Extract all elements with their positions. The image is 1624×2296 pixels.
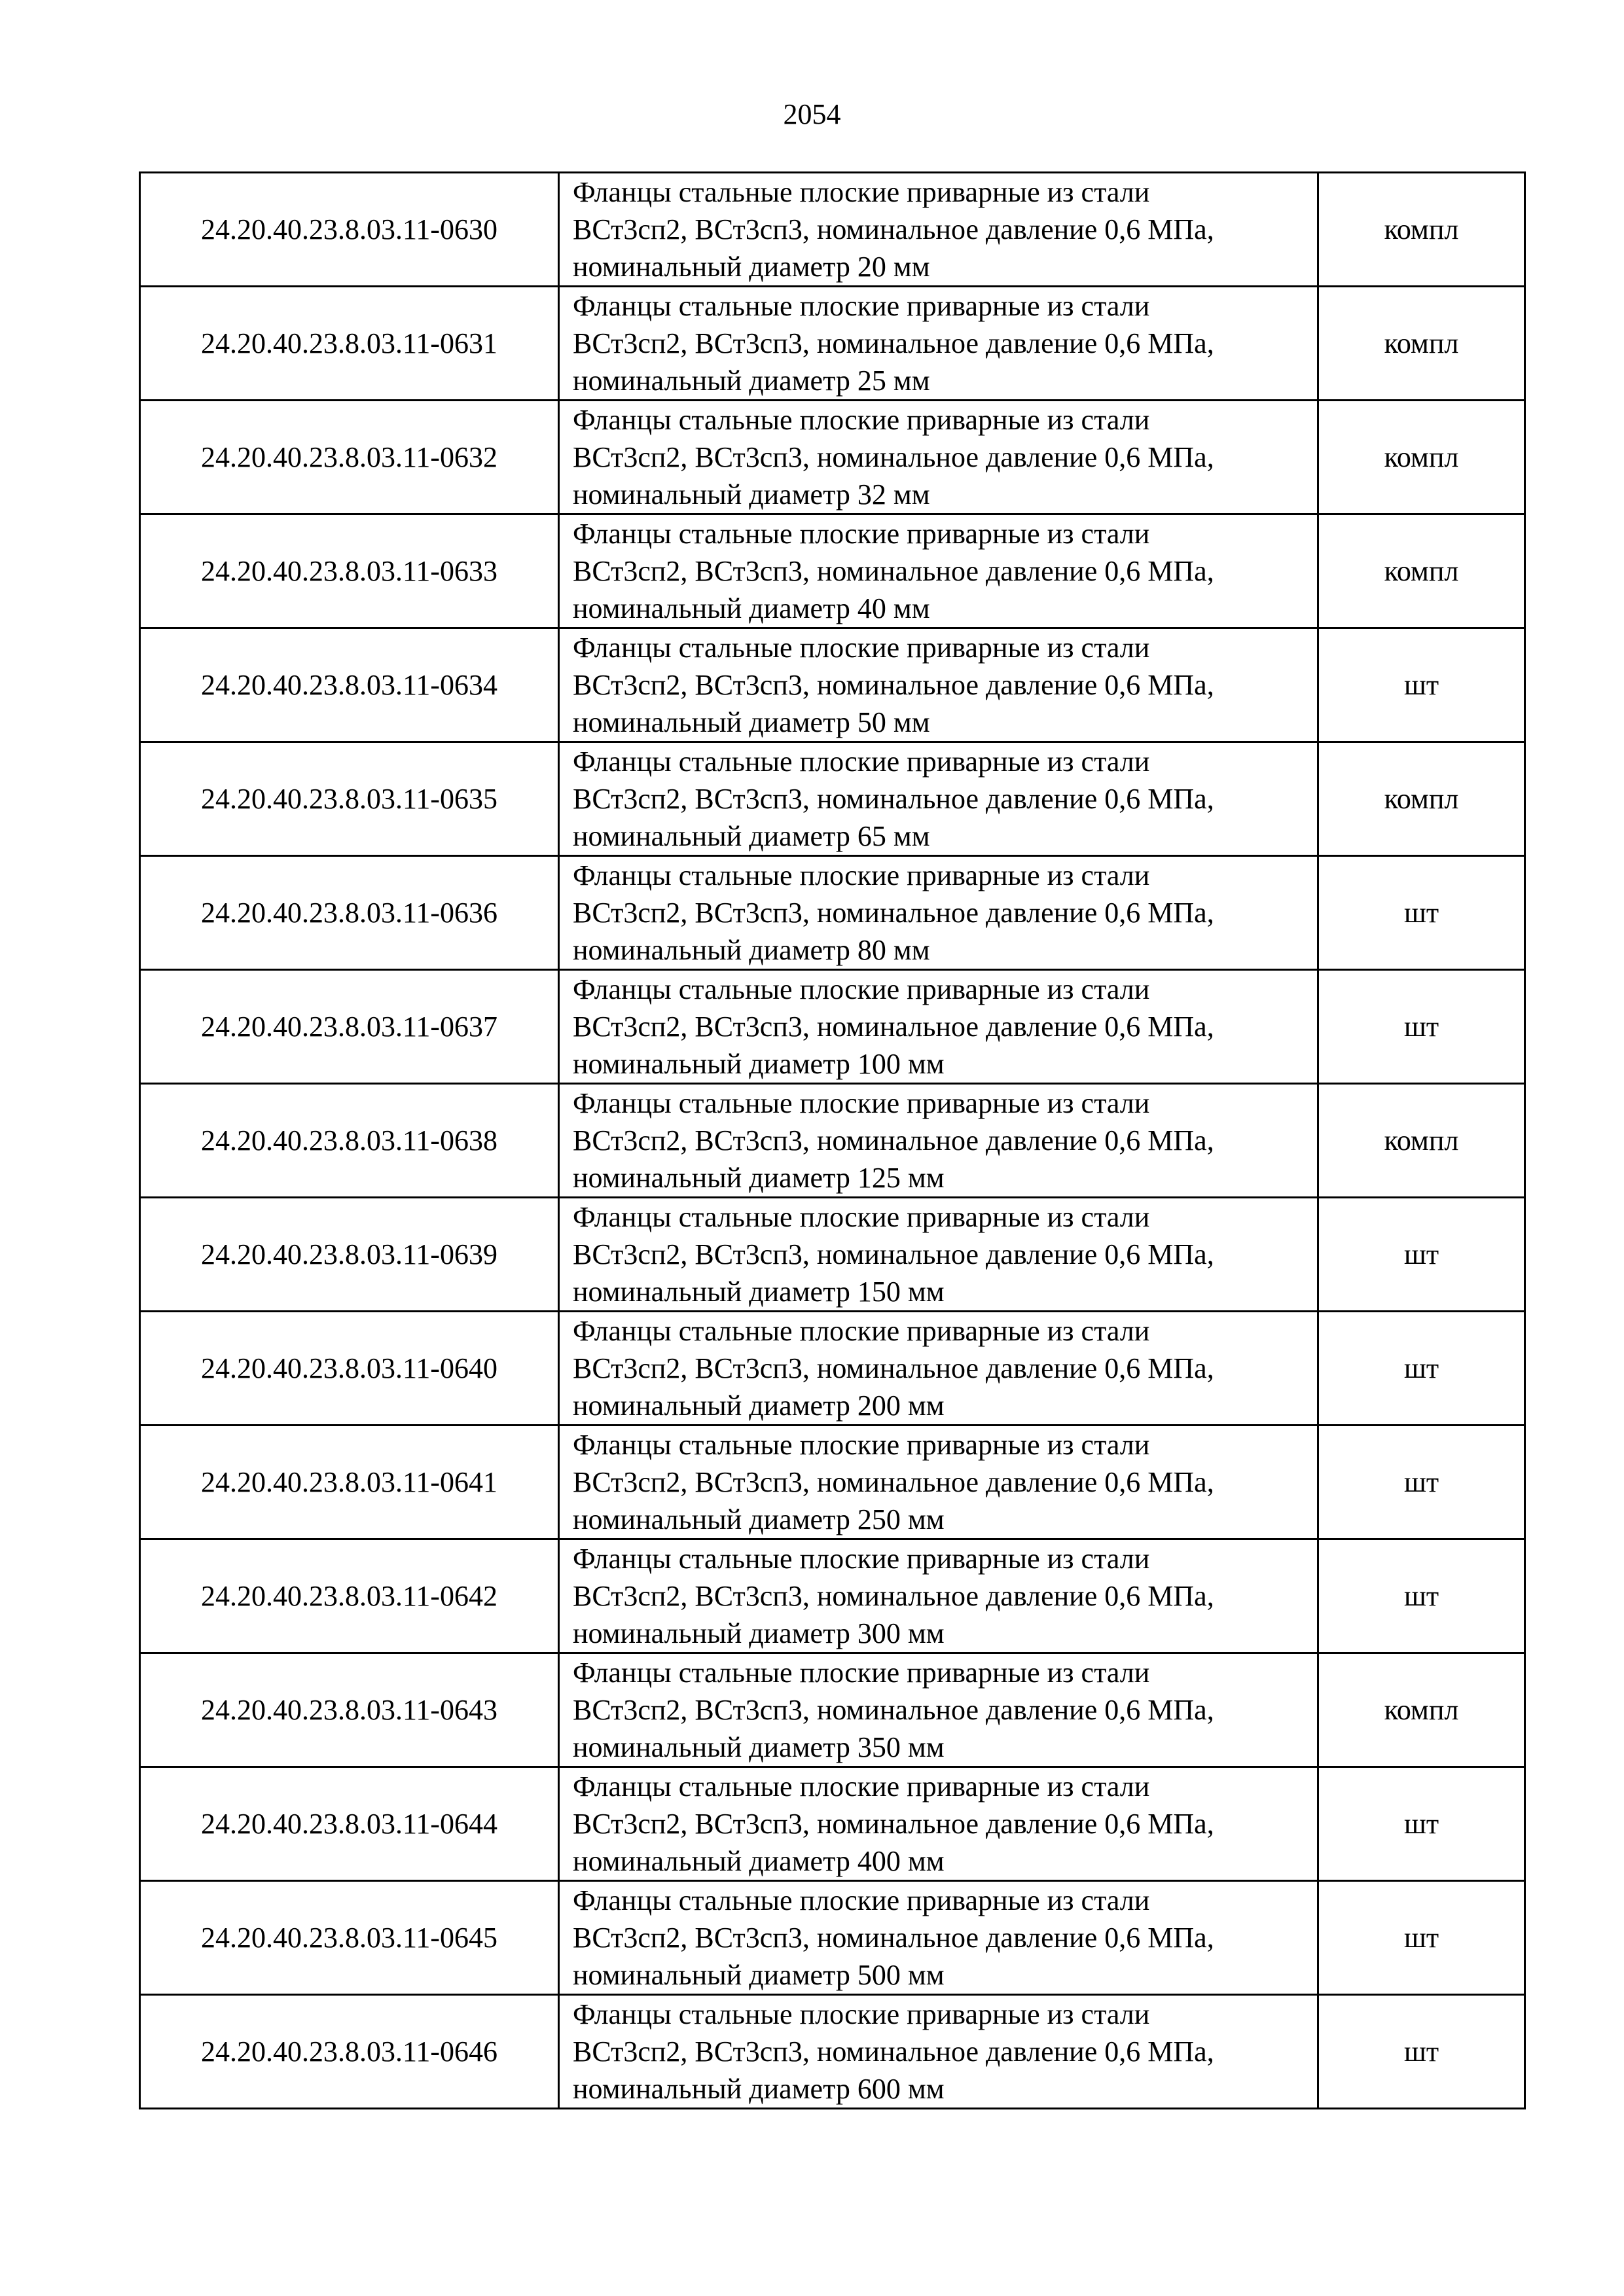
table-row	[140, 1881, 1525, 1995]
resource-code-cell: 24.20.40.23.8.03.11-0632	[140, 401, 559, 514]
table-row	[140, 1426, 1525, 1539]
description-cell	[559, 401, 1318, 514]
unit-cell: шт	[1318, 1995, 1525, 2109]
resource-code-cell: 24.20.40.23.8.03.11-0635	[140, 742, 559, 856]
description-line: ВСт3сп2, ВСт3сп3, номинальное давление 0,6 МПа,	[573, 897, 1214, 929]
description-cell	[559, 1767, 1318, 1881]
description-cell	[559, 856, 1318, 970]
description-line: ВСт3сп2, ВСт3сп3, номинальное давление 0,6 МПа,	[573, 1238, 1214, 1270]
unit-cell: шт	[1318, 1881, 1525, 1995]
description-line: номинальный диаметр 100 мм	[573, 1048, 945, 1080]
description-line: ВСт3сп2, ВСт3сп3, номинальное давление 0,6 МПа,	[573, 1011, 1214, 1043]
table-row	[140, 1995, 1525, 2109]
page-number: 2054	[783, 98, 841, 130]
description-line: Фланцы стальные плоские приварные из стали	[573, 1201, 1150, 1233]
description-line: номинальный диаметр 50 мм	[573, 706, 930, 738]
table-row	[140, 287, 1525, 401]
description-line: номинальный диаметр 300 мм	[573, 1617, 945, 1649]
resource-code-cell: 24.20.40.23.8.03.11-0639	[140, 1198, 559, 1312]
table-row	[140, 1312, 1525, 1426]
unit-cell: компл	[1318, 1084, 1525, 1198]
description-line: ВСт3сп2, ВСт3сп3, номинальное давление 0,6 МПа,	[573, 1352, 1214, 1384]
unit-cell: шт	[1318, 1198, 1525, 1312]
description-line: номинальный диаметр 40 мм	[573, 592, 930, 624]
description-cell	[559, 1881, 1318, 1995]
description-cell	[559, 287, 1318, 401]
resource-code-cell: 24.20.40.23.8.03.11-0630	[140, 173, 559, 287]
resource-code-cell: 24.20.40.23.8.03.11-0643	[140, 1653, 559, 1767]
table-row	[140, 401, 1525, 514]
description-cell	[559, 742, 1318, 856]
unit-cell: шт	[1318, 1426, 1525, 1539]
description-line: номинальный диаметр 20 мм	[573, 251, 930, 283]
description-line: ВСт3сп2, ВСт3сп3, номинальное давление 0,6 МПа,	[573, 327, 1214, 359]
description-cell	[559, 970, 1318, 1084]
table-row	[140, 1767, 1525, 1881]
unit-cell: шт	[1318, 856, 1525, 970]
description-line: Фланцы стальные плоские приварные из стали	[573, 404, 1150, 436]
description-line: ВСт3сп2, ВСт3сп3, номинальное давление 0,6 МПа,	[573, 1922, 1214, 1954]
description-line: Фланцы стальные плоские приварные из стали	[573, 176, 1150, 208]
description-line: ВСт3сп2, ВСт3сп3, номинальное давление 0,6 МПа,	[573, 1580, 1214, 1612]
resource-code-cell: 24.20.40.23.8.03.11-0646	[140, 1995, 559, 2109]
table-row	[140, 628, 1525, 742]
table-body	[140, 173, 1525, 2109]
description-line: Фланцы стальные плоские приварные из стали	[573, 518, 1150, 550]
resource-code-cell: 24.20.40.23.8.03.11-0636	[140, 856, 559, 970]
unit-cell: компл	[1318, 1653, 1525, 1767]
description-cell	[559, 173, 1318, 287]
description-line: номинальный диаметр 400 мм	[573, 1845, 945, 1877]
table-row	[140, 742, 1525, 856]
description-cell	[559, 1426, 1318, 1539]
resource-code-cell: 24.20.40.23.8.03.11-0637	[140, 970, 559, 1084]
description-line: ВСт3сп2, ВСт3сп3, номинальное давление 0,6 МПа,	[573, 1124, 1214, 1157]
unit-cell: шт	[1318, 628, 1525, 742]
table-row	[140, 1198, 1525, 1312]
description-line: Фланцы стальные плоские приварные из стали	[573, 973, 1150, 1005]
resource-code-cell: 24.20.40.23.8.03.11-0633	[140, 514, 559, 628]
unit-cell: шт	[1318, 1767, 1525, 1881]
description-line: Фланцы стальные плоские приварные из стали	[573, 1657, 1150, 1689]
description-line: номинальный диаметр 500 мм	[573, 1959, 945, 1991]
description-line: ВСт3сп2, ВСт3сп3, номинальное давление 0,6 МПа,	[573, 783, 1214, 815]
description-line: ВСт3сп2, ВСт3сп3, номинальное давление 0,6 МПа,	[573, 213, 1214, 245]
description-line: Фланцы стальные плоские приварные из стали	[573, 1087, 1150, 1119]
description-line: ВСт3сп2, ВСт3сп3, номинальное давление 0,6 МПа,	[573, 441, 1214, 473]
unit-cell: компл	[1318, 514, 1525, 628]
description-line: номинальный диаметр 32 мм	[573, 478, 930, 511]
description-line: Фланцы стальные плоские приварные из стали	[573, 745, 1150, 778]
description-line: Фланцы стальные плоские приварные из стали	[573, 1543, 1150, 1575]
table-row	[140, 514, 1525, 628]
resource-code-cell: 24.20.40.23.8.03.11-0642	[140, 1539, 559, 1653]
description-line: номинальный диаметр 250 мм	[573, 1503, 945, 1535]
resource-code-cell: 24.20.40.23.8.03.11-0634	[140, 628, 559, 742]
description-line: Фланцы стальные плоские приварные из стали	[573, 1315, 1150, 1347]
description-line: Фланцы стальные плоские приварные из стали	[573, 290, 1150, 322]
description-line: ВСт3сп2, ВСт3сп3, номинальное давление 0,6 МПа,	[573, 669, 1214, 701]
description-line: Фланцы стальные плоские приварные из стали	[573, 632, 1150, 664]
description-line: ВСт3сп2, ВСт3сп3, номинальное давление 0,6 МПа,	[573, 1694, 1214, 1726]
description-line: Фланцы стальные плоские приварные из стали	[573, 1429, 1150, 1461]
description-cell	[559, 1995, 1318, 2109]
description-line: номинальный диаметр 80 мм	[573, 934, 930, 966]
unit-cell: компл	[1318, 401, 1525, 514]
unit-cell: компл	[1318, 173, 1525, 287]
table-row	[140, 970, 1525, 1084]
description-line: ВСт3сп2, ВСт3сп3, номинальное давление 0,6 МПа,	[573, 555, 1214, 587]
description-line: номинальный диаметр 65 мм	[573, 820, 930, 852]
unit-cell: шт	[1318, 1539, 1525, 1653]
table-row	[140, 1084, 1525, 1198]
description-line: Фланцы стальные плоские приварные из стали	[573, 1770, 1150, 1803]
table-row	[140, 173, 1525, 287]
description-line: ВСт3сп2, ВСт3сп3, номинальное давление 0,6 МПа,	[573, 1808, 1214, 1840]
description-cell	[559, 1539, 1318, 1653]
description-line: номинальный диаметр 200 мм	[573, 1390, 945, 1422]
description-line: номинальный диаметр 150 мм	[573, 1276, 945, 1308]
unit-cell: компл	[1318, 287, 1525, 401]
table-row	[140, 856, 1525, 970]
resource-code-cell: 24.20.40.23.8.03.11-0641	[140, 1426, 559, 1539]
price-table	[139, 171, 1526, 2109]
resource-code-cell: 24.20.40.23.8.03.11-0638	[140, 1084, 559, 1198]
description-line: номинальный диаметр 600 мм	[573, 2073, 945, 2105]
description-line: номинальный диаметр 25 мм	[573, 365, 930, 397]
description-cell	[559, 1198, 1318, 1312]
table-row	[140, 1539, 1525, 1653]
description-line: Фланцы стальные плоские приварные из стали	[573, 1884, 1150, 1916]
description-cell	[559, 1084, 1318, 1198]
unit-cell: шт	[1318, 1312, 1525, 1426]
resource-code-cell: 24.20.40.23.8.03.11-0631	[140, 287, 559, 401]
description-cell	[559, 628, 1318, 742]
description-line: Фланцы стальные плоские приварные из стали	[573, 1998, 1150, 2030]
resource-code-cell: 24.20.40.23.8.03.11-0645	[140, 1881, 559, 1995]
resource-code-cell: 24.20.40.23.8.03.11-0644	[140, 1767, 559, 1881]
description-line: номинальный диаметр 350 мм	[573, 1731, 945, 1763]
description-cell	[559, 1312, 1318, 1426]
unit-cell: компл	[1318, 742, 1525, 856]
description-line: Фланцы стальные плоские приварные из стали	[573, 859, 1150, 891]
description-line: ВСт3сп2, ВСт3сп3, номинальное давление 0,6 МПа,	[573, 2036, 1214, 2068]
resource-code-cell: 24.20.40.23.8.03.11-0640	[140, 1312, 559, 1426]
description-cell	[559, 1653, 1318, 1767]
description-line: ВСт3сп2, ВСт3сп3, номинальное давление 0,6 МПа,	[573, 1466, 1214, 1498]
unit-cell: шт	[1318, 970, 1525, 1084]
table-row	[140, 1653, 1525, 1767]
description-line: номинальный диаметр 125 мм	[573, 1162, 945, 1194]
description-cell	[559, 514, 1318, 628]
